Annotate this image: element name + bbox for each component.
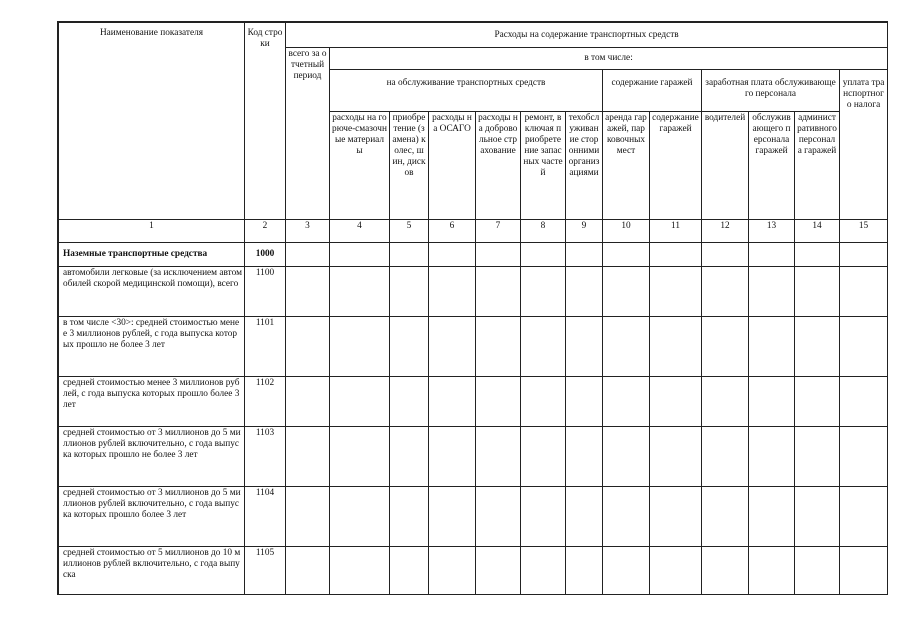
value-cell[interactable] [840, 243, 888, 267]
value-cell[interactable] [749, 487, 795, 547]
value-cell[interactable] [702, 377, 749, 427]
value-cell[interactable] [603, 487, 650, 547]
column-number: 2 [245, 220, 286, 243]
value-cell[interactable] [521, 267, 566, 317]
value-cell[interactable] [521, 547, 566, 595]
header-drivers: водителей [702, 112, 749, 220]
value-cell[interactable] [840, 317, 888, 377]
header-admin-staff: административного персонала гаражей [795, 112, 840, 220]
value-cell[interactable] [521, 317, 566, 377]
value-cell[interactable] [650, 377, 702, 427]
value-cell[interactable] [476, 427, 521, 487]
value-cell[interactable] [795, 377, 840, 427]
value-cell[interactable] [429, 377, 476, 427]
value-cell[interactable] [603, 267, 650, 317]
value-cell[interactable] [390, 547, 429, 595]
header-group-garages: содержание гаражей [603, 70, 702, 112]
value-cell[interactable] [390, 243, 429, 267]
value-cell[interactable] [429, 243, 476, 267]
value-cell[interactable] [650, 547, 702, 595]
value-cell[interactable] [795, 427, 840, 487]
table-row [59, 547, 888, 595]
value-cell[interactable] [795, 547, 840, 595]
column-number: 3 [286, 220, 330, 243]
report-form [57, 21, 888, 595]
value-cell[interactable] [330, 267, 390, 317]
value-cell[interactable] [521, 377, 566, 427]
value-cell[interactable] [566, 267, 603, 317]
value-cell[interactable] [650, 317, 702, 377]
value-cell[interactable] [521, 487, 566, 547]
value-cell[interactable] [795, 267, 840, 317]
value-cell[interactable] [566, 427, 603, 487]
header-repair: ремонт, включая приобретение запасных частей [521, 112, 566, 220]
value-cell[interactable] [330, 243, 390, 267]
value-cell[interactable] [521, 427, 566, 487]
column-number: 5 [390, 220, 429, 243]
value-cell[interactable] [330, 427, 390, 487]
value-cell[interactable] [603, 243, 650, 267]
value-cell[interactable] [749, 547, 795, 595]
row-label: в том числе <30>: средней стоимостью менее 3 миллионов рублей, с года выпуска которых прошло не более 3 лет [59, 317, 245, 377]
value-cell[interactable] [566, 243, 603, 267]
value-cell[interactable] [840, 487, 888, 547]
value-cell[interactable] [390, 377, 429, 427]
table-row [59, 243, 888, 267]
value-cell[interactable] [390, 317, 429, 377]
value-cell[interactable] [286, 377, 330, 427]
row-label: средней стоимостью менее 3 миллионов рублей, с года выпуска которых прошло более 3 лет [59, 377, 245, 427]
value-cell[interactable] [390, 487, 429, 547]
value-cell[interactable] [330, 377, 390, 427]
row-code: 1102 [245, 377, 286, 427]
value-cell[interactable] [429, 487, 476, 547]
value-cell[interactable] [702, 267, 749, 317]
value-cell[interactable] [840, 547, 888, 595]
value-cell[interactable] [286, 267, 330, 317]
value-cell[interactable] [749, 243, 795, 267]
header-purchase-wheels: приобретение (замена) колес, шин, дисков [390, 112, 429, 220]
value-cell[interactable] [429, 267, 476, 317]
value-cell[interactable] [840, 427, 888, 487]
value-cell[interactable] [795, 317, 840, 377]
header-osago: расходы на ОСАГО [429, 112, 476, 220]
column-number: 13 [749, 220, 795, 243]
header-voluntary-insurance: расходы на добровольное страхование [476, 112, 521, 220]
value-cell[interactable] [749, 317, 795, 377]
value-cell[interactable] [286, 547, 330, 595]
table-row [59, 317, 888, 377]
column-number-row [59, 220, 888, 243]
column-number: 4 [330, 220, 390, 243]
value-cell[interactable] [840, 267, 888, 317]
table-row [59, 377, 888, 427]
header-total-period: всего за отчетный период [286, 48, 330, 220]
header-including: в том числе: [330, 48, 888, 70]
header-expenses-title: Расходы на содержание транспортных средств [286, 23, 888, 48]
value-cell[interactable] [286, 487, 330, 547]
column-number: 12 [702, 220, 749, 243]
value-cell[interactable] [702, 317, 749, 377]
column-number: 7 [476, 220, 521, 243]
value-cell[interactable] [702, 427, 749, 487]
value-cell[interactable] [429, 317, 476, 377]
value-cell[interactable] [330, 547, 390, 595]
value-cell[interactable] [702, 547, 749, 595]
header-line-code: Код строки [245, 23, 286, 220]
value-cell[interactable] [795, 487, 840, 547]
value-cell[interactable] [390, 427, 429, 487]
value-cell[interactable] [749, 377, 795, 427]
value-cell[interactable] [702, 243, 749, 267]
row-code: 1000 [245, 243, 286, 267]
row-label: автомобили легковые (за исключением автомобилей скорой медицинской помощи), всего [59, 267, 245, 317]
table-row [59, 267, 888, 317]
value-cell[interactable] [566, 487, 603, 547]
value-cell[interactable] [476, 243, 521, 267]
header-garage-rent: аренда гаражей, парковочных мест [603, 112, 650, 220]
header-group-salary: заработная плата обслуживающего персонала [702, 70, 840, 112]
value-cell[interactable] [521, 243, 566, 267]
value-cell[interactable] [603, 317, 650, 377]
value-cell[interactable] [390, 267, 429, 317]
column-number: 8 [521, 220, 566, 243]
value-cell[interactable] [286, 427, 330, 487]
row-code: 1104 [245, 487, 286, 547]
column-number: 9 [566, 220, 603, 243]
header-name-indicator: Наименование показателя [59, 23, 245, 220]
column-number: 1 [59, 220, 245, 243]
value-cell[interactable] [749, 427, 795, 487]
value-cell[interactable] [429, 547, 476, 595]
value-cell[interactable] [330, 487, 390, 547]
value-cell[interactable] [603, 547, 650, 595]
row-label: средней стоимостью от 3 миллионов до 5 миллионов рублей включительно, с года выпуска которых прошло более 3 лет [59, 487, 245, 547]
column-number: 15 [840, 220, 888, 243]
header-third-party-service: техобслуживание сторонними организациями [566, 112, 603, 220]
value-cell[interactable] [603, 377, 650, 427]
value-cell[interactable] [429, 427, 476, 487]
value-cell[interactable] [566, 317, 603, 377]
value-cell[interactable] [476, 487, 521, 547]
transport-expenses-table [58, 22, 888, 595]
row-label: средней стоимостью от 5 миллионов до 10 миллионов рублей включительно, с года выпуска [59, 547, 245, 595]
column-number: 14 [795, 220, 840, 243]
table-row [59, 427, 888, 487]
value-cell[interactable] [795, 243, 840, 267]
header-row-1 [59, 23, 888, 48]
value-cell[interactable] [840, 377, 888, 427]
header-group-maintenance: на обслуживание транспортных средств [330, 70, 603, 112]
row-code: 1101 [245, 317, 286, 377]
value-cell[interactable] [650, 243, 702, 267]
column-number: 11 [650, 220, 702, 243]
value-cell[interactable] [702, 487, 749, 547]
column-number: 6 [429, 220, 476, 243]
row-code: 1100 [245, 267, 286, 317]
value-cell[interactable] [476, 547, 521, 595]
value-cell[interactable] [566, 377, 603, 427]
value-cell[interactable] [650, 487, 702, 547]
value-cell[interactable] [476, 267, 521, 317]
value-cell[interactable] [476, 317, 521, 377]
value-cell[interactable] [286, 317, 330, 377]
table-row [59, 487, 888, 547]
column-number: 10 [603, 220, 650, 243]
header-fuel: расходы на горюче-смазочные материалы [330, 112, 390, 220]
value-cell[interactable] [476, 377, 521, 427]
row-code: 1105 [245, 547, 286, 595]
value-cell[interactable] [650, 267, 702, 317]
value-cell[interactable] [330, 317, 390, 377]
row-label: Наземные транспортные средства [59, 243, 245, 267]
header-service-staff: обслуживающего персонала гаражей [749, 112, 795, 220]
value-cell[interactable] [603, 427, 650, 487]
header-garage-maintenance: содержание гаражей [650, 112, 702, 220]
value-cell[interactable] [566, 547, 603, 595]
value-cell[interactable] [286, 243, 330, 267]
row-label: средней стоимостью от 3 миллионов до 5 миллионов рублей включительно, с года выпуска которых прошло не более 3 лет [59, 427, 245, 487]
header-tax-payment: уплата транспортного налога [840, 70, 888, 220]
value-cell[interactable] [650, 427, 702, 487]
value-cell[interactable] [749, 267, 795, 317]
row-code: 1103 [245, 427, 286, 487]
